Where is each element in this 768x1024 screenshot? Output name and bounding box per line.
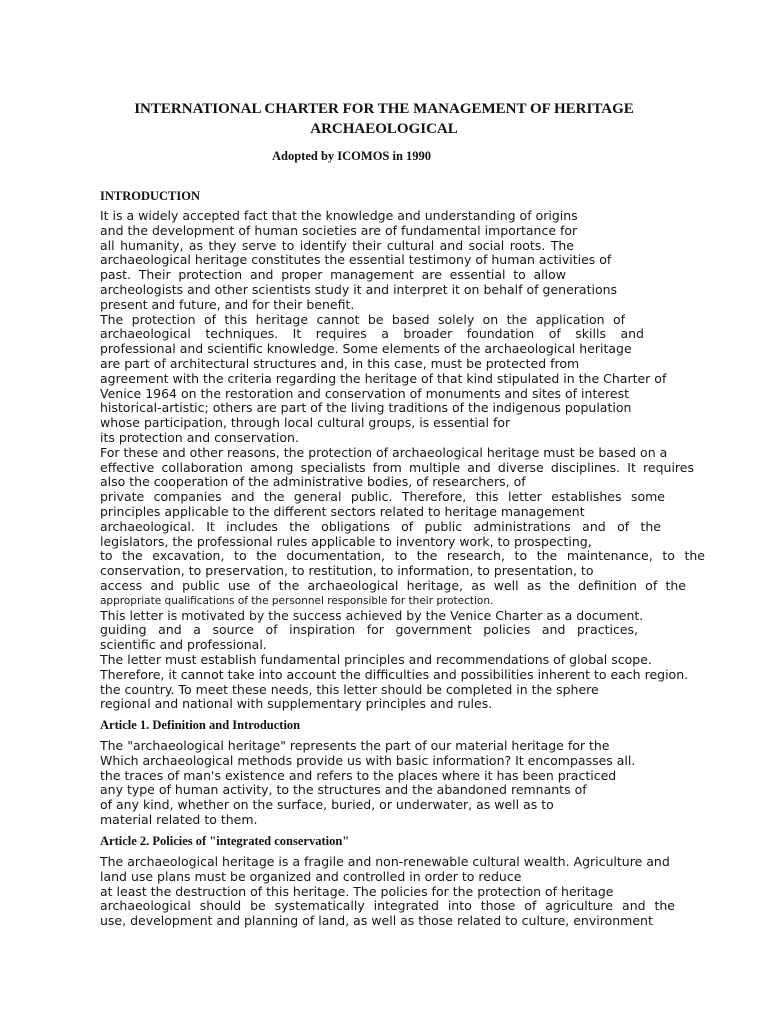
intro-line: to the excavation, to the documentation, to the research, to the maintenance, to the — [100, 549, 705, 564]
intro-line: also the cooperation of the administrative bodies, of researchers, of — [100, 474, 526, 490]
intro-line: professional and scientific knowledge. Some elements of the archaeological heritage — [100, 341, 632, 357]
article-1-line: any type of human activity, to the structures and the abandoned remnants of — [100, 782, 587, 798]
intro-line: private companies and the general public. Therefore, this letter establishes some — [100, 490, 665, 505]
intro-line: This letter is motivated by the success achieved by the Venice Charter as a document. — [100, 607, 644, 623]
intro-line: Venice 1964 on the restoration and conservation of monuments and sites of interest — [100, 385, 629, 401]
article-2-line: The archaeological heritage is a fragile and non-renewable cultural wealth. Agriculture and — [100, 854, 670, 869]
intro-line: access and public use of the archaeological heritage, as well as the definition of the — [100, 578, 686, 593]
intro-line: present and future, and for their benefit. — [100, 296, 355, 312]
intro-line: conservation, to preservation, to restitution, to information, to presentation, to — [100, 563, 594, 579]
intro-line: and the development of human societies are of fundamental importance for — [100, 222, 578, 238]
article-1-line: of any kind, whether on the surface, buried, or underwater, as well as to — [100, 797, 554, 813]
intro-line: For these and other reasons, the protection of archaeological heritage must be based on a — [100, 444, 668, 460]
intro-line: archaeological heritage constitutes the essential testimony of human activities of — [100, 252, 612, 268]
introduction-heading: INTRODUCTION — [100, 189, 201, 203]
intro-line: The protection of this heritage cannot be based solely on the application of — [100, 312, 625, 327]
article-1-line: material related to them. — [100, 811, 258, 827]
article-2-heading: Article 2. Policies of "integrated conservation" — [100, 834, 350, 848]
article-2-line: use, development and planning of land, as well as those related to culture, environment — [100, 913, 653, 929]
intro-line: are part of architectural structures and, in this case, must be protected from — [100, 355, 580, 371]
article-1-heading: Article 1. Definition and Introduction — [100, 718, 301, 732]
article-1-line: The "archaeological heritage" represents the part of our material heritage for the — [100, 738, 610, 753]
intro-line: all humanity, as they serve to identify their cultural and social roots. The — [100, 238, 574, 253]
intro-line: It is a widely accepted fact that the knowledge and understanding of origins — [100, 208, 578, 223]
intro-line: regional and national with supplementary principles and rules. — [100, 696, 493, 712]
introduction-body — [100, 209, 705, 712]
intro-line: past. Their protection and proper management are essential to allow — [100, 268, 566, 283]
article-2-line: archaeological should be systematically integrated into those of agriculture and the — [100, 899, 675, 914]
intro-line: agreement with the criteria regarding the heritage of that kind stipulated in the Charter of — [100, 370, 667, 386]
intro-line: appropriate qualifications of the personnel responsible for their protection. — [100, 594, 494, 607]
document-title-line-1: INTERNATIONAL CHARTER FOR THE MANAGEMENT OF HERITAGE — [134, 101, 634, 117]
intro-line: the country. To meet these needs, this letter should be completed in the sphere — [100, 681, 599, 697]
intro-line: archaeological. It includes the obligations of public administrations and of the — [100, 519, 661, 534]
article-1-line: Which archaeological methods provide us with basic information? It encompasses all. — [100, 752, 636, 768]
document-subtitle: Adopted by ICOMOS in 1990 — [272, 149, 432, 163]
article-2-line: at least the destruction of this heritage. The policies for the protection of heritage — [100, 883, 614, 899]
article-2-line: land use plans must be organized and controlled in order to reduce — [100, 868, 522, 884]
intro-line: guiding and a source of inspiration for government policies and practices, — [100, 623, 638, 638]
intro-line: Therefore, it cannot take into account the difficulties and possibilities inherent to each region. — [100, 666, 689, 682]
intro-line: archaeological techniques. It requires a broader foundation of skills and — [100, 327, 644, 342]
intro-line: legislators, the professional rules applicable to inventory work, to prospecting, — [100, 533, 592, 549]
intro-line: historical-artistic; others are part of the living traditions of the indigenous population — [100, 400, 632, 416]
intro-line: whose participation, through local cultural groups, is essential for — [100, 415, 511, 431]
article-1-body — [100, 739, 645, 828]
intro-line: principles applicable to the different sectors related to heritage management — [100, 503, 585, 519]
article-2-body — [100, 855, 691, 929]
intro-line: archeologists and other scientists study it and interpret it on behalf of generations — [100, 281, 618, 297]
intro-line: its protection and conservation. — [100, 429, 299, 445]
intro-line: scientific and professional. — [100, 637, 267, 653]
intro-line: effective collaboration among specialists from multiple and diverse disciplines. It requires — [100, 460, 694, 475]
intro-line: The letter must establish fundamental principles and recommendations of global scope. — [100, 651, 652, 667]
document-title-line-2: ARCHAEOLOGICAL — [310, 121, 458, 137]
article-1-line: the traces of man's existence and refers to the places where it has been practiced — [100, 767, 617, 783]
